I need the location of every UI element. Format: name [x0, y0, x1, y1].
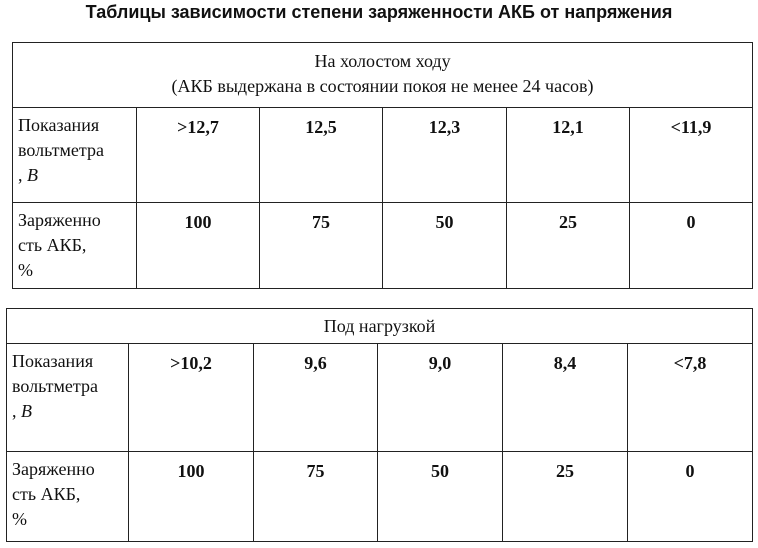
voltage-label-prefix: ,	[18, 165, 27, 185]
page-title: Таблицы зависимости степени заряженности АКБ от напряжения	[85, 2, 673, 22]
voltage-cell: 9,0	[378, 344, 503, 452]
voltage-label-line	[12, 399, 125, 424]
charge-label-line: %	[12, 509, 27, 529]
charge-cell: 100	[129, 452, 254, 542]
voltage-cell: 12,5	[260, 108, 383, 203]
load-charge-table	[6, 308, 753, 542]
voltage-label-line: Показания	[18, 115, 100, 135]
voltage-cell: 8,4	[503, 344, 628, 452]
voltage-cell: <7,8	[628, 344, 753, 452]
charge-label-line: сть АКБ,	[12, 484, 81, 504]
charge-cell: 50	[378, 452, 503, 542]
charge-label-line: %	[18, 260, 33, 280]
charge-row-label	[13, 203, 137, 289]
voltage-label-prefix: ,	[12, 401, 21, 421]
voltage-cell: 12,3	[383, 108, 507, 203]
idle-charge-table	[12, 42, 753, 289]
idle-table-header	[13, 43, 753, 108]
load-table-header	[7, 309, 753, 344]
charge-cell: 0	[630, 203, 753, 289]
charge-label-line: Заряженно	[12, 459, 95, 479]
charge-label-line: Заряженно	[18, 210, 101, 230]
charge-cell: 100	[137, 203, 260, 289]
charge-cell: 50	[383, 203, 507, 289]
idle-header-title: На холостом ходу	[314, 51, 451, 71]
voltage-label-line: вольтметра	[18, 140, 104, 160]
voltage-unit: В	[21, 401, 32, 421]
voltage-cell: >12,7	[137, 108, 260, 203]
voltage-label-line: вольтметра	[12, 376, 98, 396]
voltage-unit: В	[27, 165, 38, 185]
voltage-row-label	[13, 108, 137, 203]
charge-cell: 75	[260, 203, 383, 289]
voltage-cell: >10,2	[129, 344, 254, 452]
charge-row-label	[7, 452, 129, 542]
charge-cell: 25	[507, 203, 630, 289]
voltage-label-line	[18, 163, 133, 188]
voltage-label-line: Показания	[12, 351, 94, 371]
voltage-row-label	[7, 344, 129, 452]
charge-cell: 0	[628, 452, 753, 542]
idle-header-note: (АКБ выдержана в состоянии покоя не менее 24 часов)	[171, 76, 594, 96]
charge-cell: 25	[503, 452, 628, 542]
voltage-cell: <11,9	[630, 108, 753, 203]
voltage-cell: 12,1	[507, 108, 630, 203]
voltage-cell: 9,6	[254, 344, 378, 452]
load-header-title: Под нагрузкой	[323, 316, 436, 336]
charge-label-line: сть АКБ,	[18, 235, 87, 255]
charge-cell: 75	[254, 452, 378, 542]
